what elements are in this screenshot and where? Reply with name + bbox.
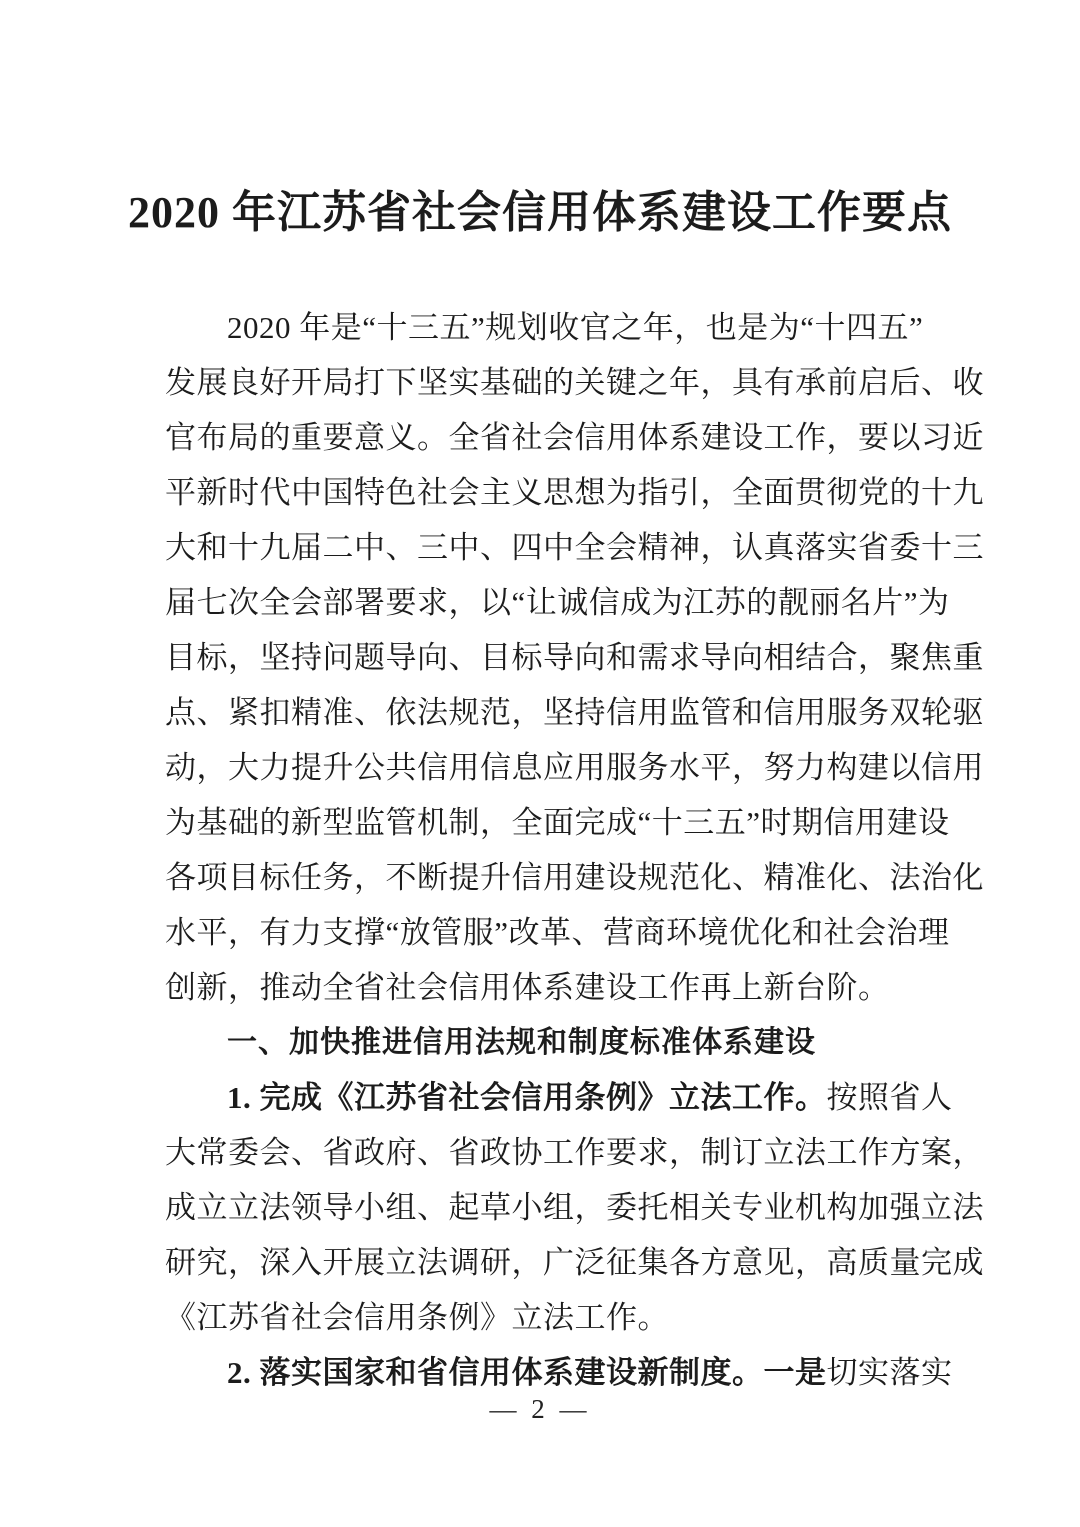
item-1-line: 《江苏省社会信用条例》立法工作。	[165, 1300, 669, 1335]
item-1-lead: 1. 完成《江苏省社会信用条例》立法工作。	[227, 1080, 827, 1115]
intro-line: 为基础的新型监管机制，全面完成“十三五”时期信用建设	[165, 805, 950, 840]
intro-line: 各项目标任务，不断提升信用建设规范化、精准化、法治化	[165, 860, 984, 895]
item-2-continuation: 切实落实	[826, 1355, 953, 1390]
page-number: — 2 —	[489, 1394, 591, 1424]
item-2-first-line	[165, 1345, 953, 1400]
document-title: 2020 年江苏省社会信用体系建设工作要点	[128, 188, 952, 237]
section-1-heading: 一、加快推进信用法规和制度标准体系建设	[227, 1026, 816, 1059]
intro-line: 官布局的重要意义。全省社会信用体系建设工作，要以习近	[165, 420, 984, 455]
item-1-line: 研究，深入开展立法调研，广泛征集各方意见，高质量完成	[165, 1245, 984, 1280]
intro-line: 动，大力提升公共信用信息应用服务水平，努力构建以信用	[165, 750, 984, 785]
intro-line: 点、紧扣精准、依法规范，坚持信用监管和信用服务双轮驱	[165, 695, 984, 730]
intro-line: 发展良好开局打下坚实基础的关键之年，具有承前启后、收	[165, 365, 984, 400]
item-1-line: 大常委会、省政府、省政协工作要求，制订立法工作方案，	[165, 1135, 984, 1170]
intro-line: 届七次全会部署要求，以“让诚信成为江苏的靓丽名片”为	[165, 585, 950, 620]
item-1-line: 成立立法领导小组、起草小组，委托相关专业机构加强立法	[165, 1190, 984, 1225]
item-2-lead: 2. 落实国家和省信用体系建设新制度。	[227, 1355, 764, 1390]
intro-line: 平新时代中国特色社会主义思想为指引，全面贯彻党的十九	[165, 475, 984, 510]
intro-line: 2020 年是“十三五”规划收官之年，也是为“十四五”	[227, 310, 924, 345]
intro-line: 创新，推动全省社会信用体系建设工作再上新台阶。	[165, 970, 890, 1005]
item-1-lead-continuation: 按照省人	[826, 1080, 953, 1115]
item-2-emphasis: 一是	[763, 1355, 827, 1390]
item-1-first-line	[165, 1070, 953, 1125]
intro-line: 大和十九届二中、三中、四中全会精神，认真落实省委十三	[165, 530, 984, 565]
intro-line: 水平，有力支撑“放管服”改革、营商环境优化和社会治理	[165, 915, 950, 950]
intro-line: 目标，坚持问题导向、目标导向和需求导向相结合，聚焦重	[165, 640, 984, 675]
document-body	[165, 300, 984, 1400]
